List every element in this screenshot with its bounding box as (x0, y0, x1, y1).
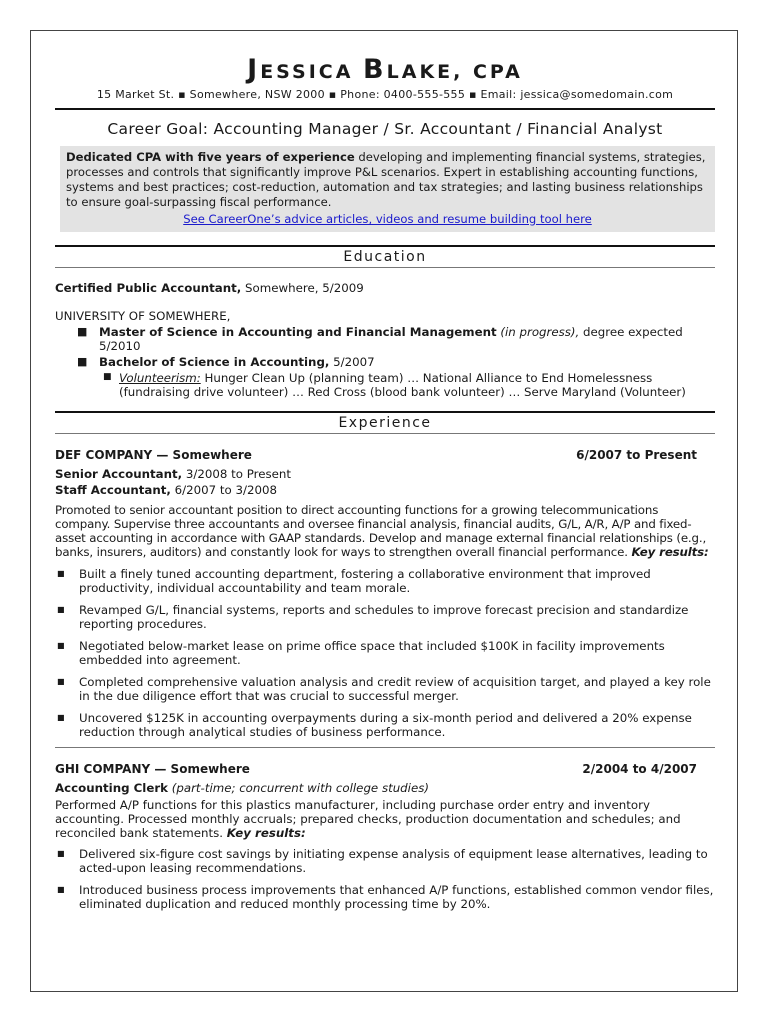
result-item: ■ Negotiated below-market lease on prime office space that included $100K in facility improvements embedded into agreement. (57, 639, 665, 667)
result-item: ■ Revamped G/L, financial systems, reports and schedules to improve forecast precision and standardize reporting procedures. (57, 603, 689, 631)
experience-rule-bottom (55, 433, 715, 434)
bullet-icon: ■ (57, 677, 65, 686)
bullet-icon: ■ (57, 713, 65, 722)
results-list (55, 847, 715, 911)
result-item: ■ Built a finely tuned accounting department, fostering a collaborative environment that improved productivity, individual accountability and team morale. (57, 567, 651, 595)
careerone-link[interactable]: See CareerOne’s advice articles, videos and resume building tool here (183, 212, 592, 226)
bullet-icon: ■ (57, 849, 65, 858)
resume-content (55, 31, 715, 919)
summary-intro: Dedicated CPA with five years of experience (66, 150, 355, 164)
bullet-icon: ■ (57, 885, 65, 894)
job-description: Performed A/P functions for this plastics manufacturer, including purchase order entry and inventory accounting. Processed monthly accruals; prepared checks, production documentation and schedules; and reconciled bank statements. Key results: (55, 798, 681, 840)
company-name: GHI COMPANY — Somewhere (55, 762, 250, 776)
candidate-name: JESSICA BLAKE, CPA (247, 54, 523, 85)
contact-line: 15 Market St. ▪ Somewhere, NSW 2000 ▪ Phone: 0400-555-555 ▪ Email: jessica@somedomain.com (96, 88, 674, 101)
summary-body: developing and implementing financial systems, strategies, processes and controls that significantly improve P&L scenarios. Expert in establishing accounting functions, systems and best practices; cost-reduction, automation and tax strategies; and lasting business relationships to ensure goal-surpassing fiscal performance. (66, 150, 706, 209)
job-dates: 6/2007 to Present (576, 448, 697, 462)
role-line: Staff Accountant, 6/2007 to 3/2008 (55, 483, 278, 497)
education-heading: Education (343, 249, 427, 265)
job-dates: 2/2004 to 4/2007 (582, 762, 697, 776)
summary-box (60, 146, 715, 232)
career-goal: Career Goal: Accounting Manager / Sr. Accountant / Financial Analyst (107, 120, 663, 138)
bullet-icon: ■ (57, 605, 65, 614)
result-item: ■ Uncovered $125K in accounting overpayments during a six-month period and delivered a 20% expense reduction through analytical studies of business performance. (57, 711, 692, 739)
company-name: DEF COMPANY — Somewhere (55, 448, 252, 462)
result-item: ■ Introduced business process improvements that enhanced A/P functions, established common vendor files, eliminated duplication and reduced monthly processing time by 20%. (57, 883, 714, 911)
bullet-icon: ■ (103, 372, 112, 382)
volunteer-list (55, 371, 715, 399)
experience-heading: Experience (338, 415, 432, 431)
education-rule-bottom (55, 267, 715, 268)
resume-page (30, 30, 738, 992)
bullet-icon: ■ (77, 325, 88, 338)
bullet-icon: ■ (57, 641, 65, 650)
certification: Certified Public Accountant, Somewhere, 5/2009 (55, 281, 364, 295)
job-divider (55, 747, 715, 748)
degree-item: ■ Bachelor of Science in Accounting, 5/2007 (77, 355, 375, 369)
role-line: Accounting Clerk (part-time; concurrent with college studies) (55, 781, 429, 795)
header-divider (55, 108, 715, 110)
bullet-icon: ■ (57, 569, 65, 578)
university-name: UNIVERSITY OF SOMEWHERE, (55, 309, 231, 323)
result-item: ■ Delivered six-figure cost savings by initiating expense analysis of equipment lease alternatives, leading to acted-upon leasing recommendations. (57, 847, 708, 875)
job-header (55, 761, 715, 777)
degree-item: ■ Master of Science in Accounting and Financial Management (in progress), degree expected 5/2010 (77, 325, 683, 353)
degree-list (55, 325, 715, 369)
volunteer-item: ■ Volunteerism: Hunger Clean Up (planning team) … National Alliance to End Homelessness (fundraising drive volunteer) … Red Cross (blood bank volunteer) … Serve Maryland (Volunteer) (103, 371, 686, 399)
job-description: Promoted to senior accountant position to direct accounting functions for a growing telecommunications company. Supervise three accountants and oversee financial analysis, financial audits, G/L, A/R, A/P and fixed-asset accounting in accordance with GAAP standards. Develop and manage external financial relationships (e.g., banks, insurers, auditors) and constantly look for ways to strengthen overall financial performance. Key results: (55, 503, 709, 559)
job-header (55, 447, 715, 463)
result-item: ■ Completed comprehensive valuation analysis and credit review of acquisition target, and played a key role in the due diligence effort that was crucial to successful merger. (57, 675, 711, 703)
bullet-icon: ■ (77, 355, 88, 368)
role-line: Senior Accountant, 3/2008 to Present (55, 467, 291, 481)
results-list (55, 567, 715, 739)
